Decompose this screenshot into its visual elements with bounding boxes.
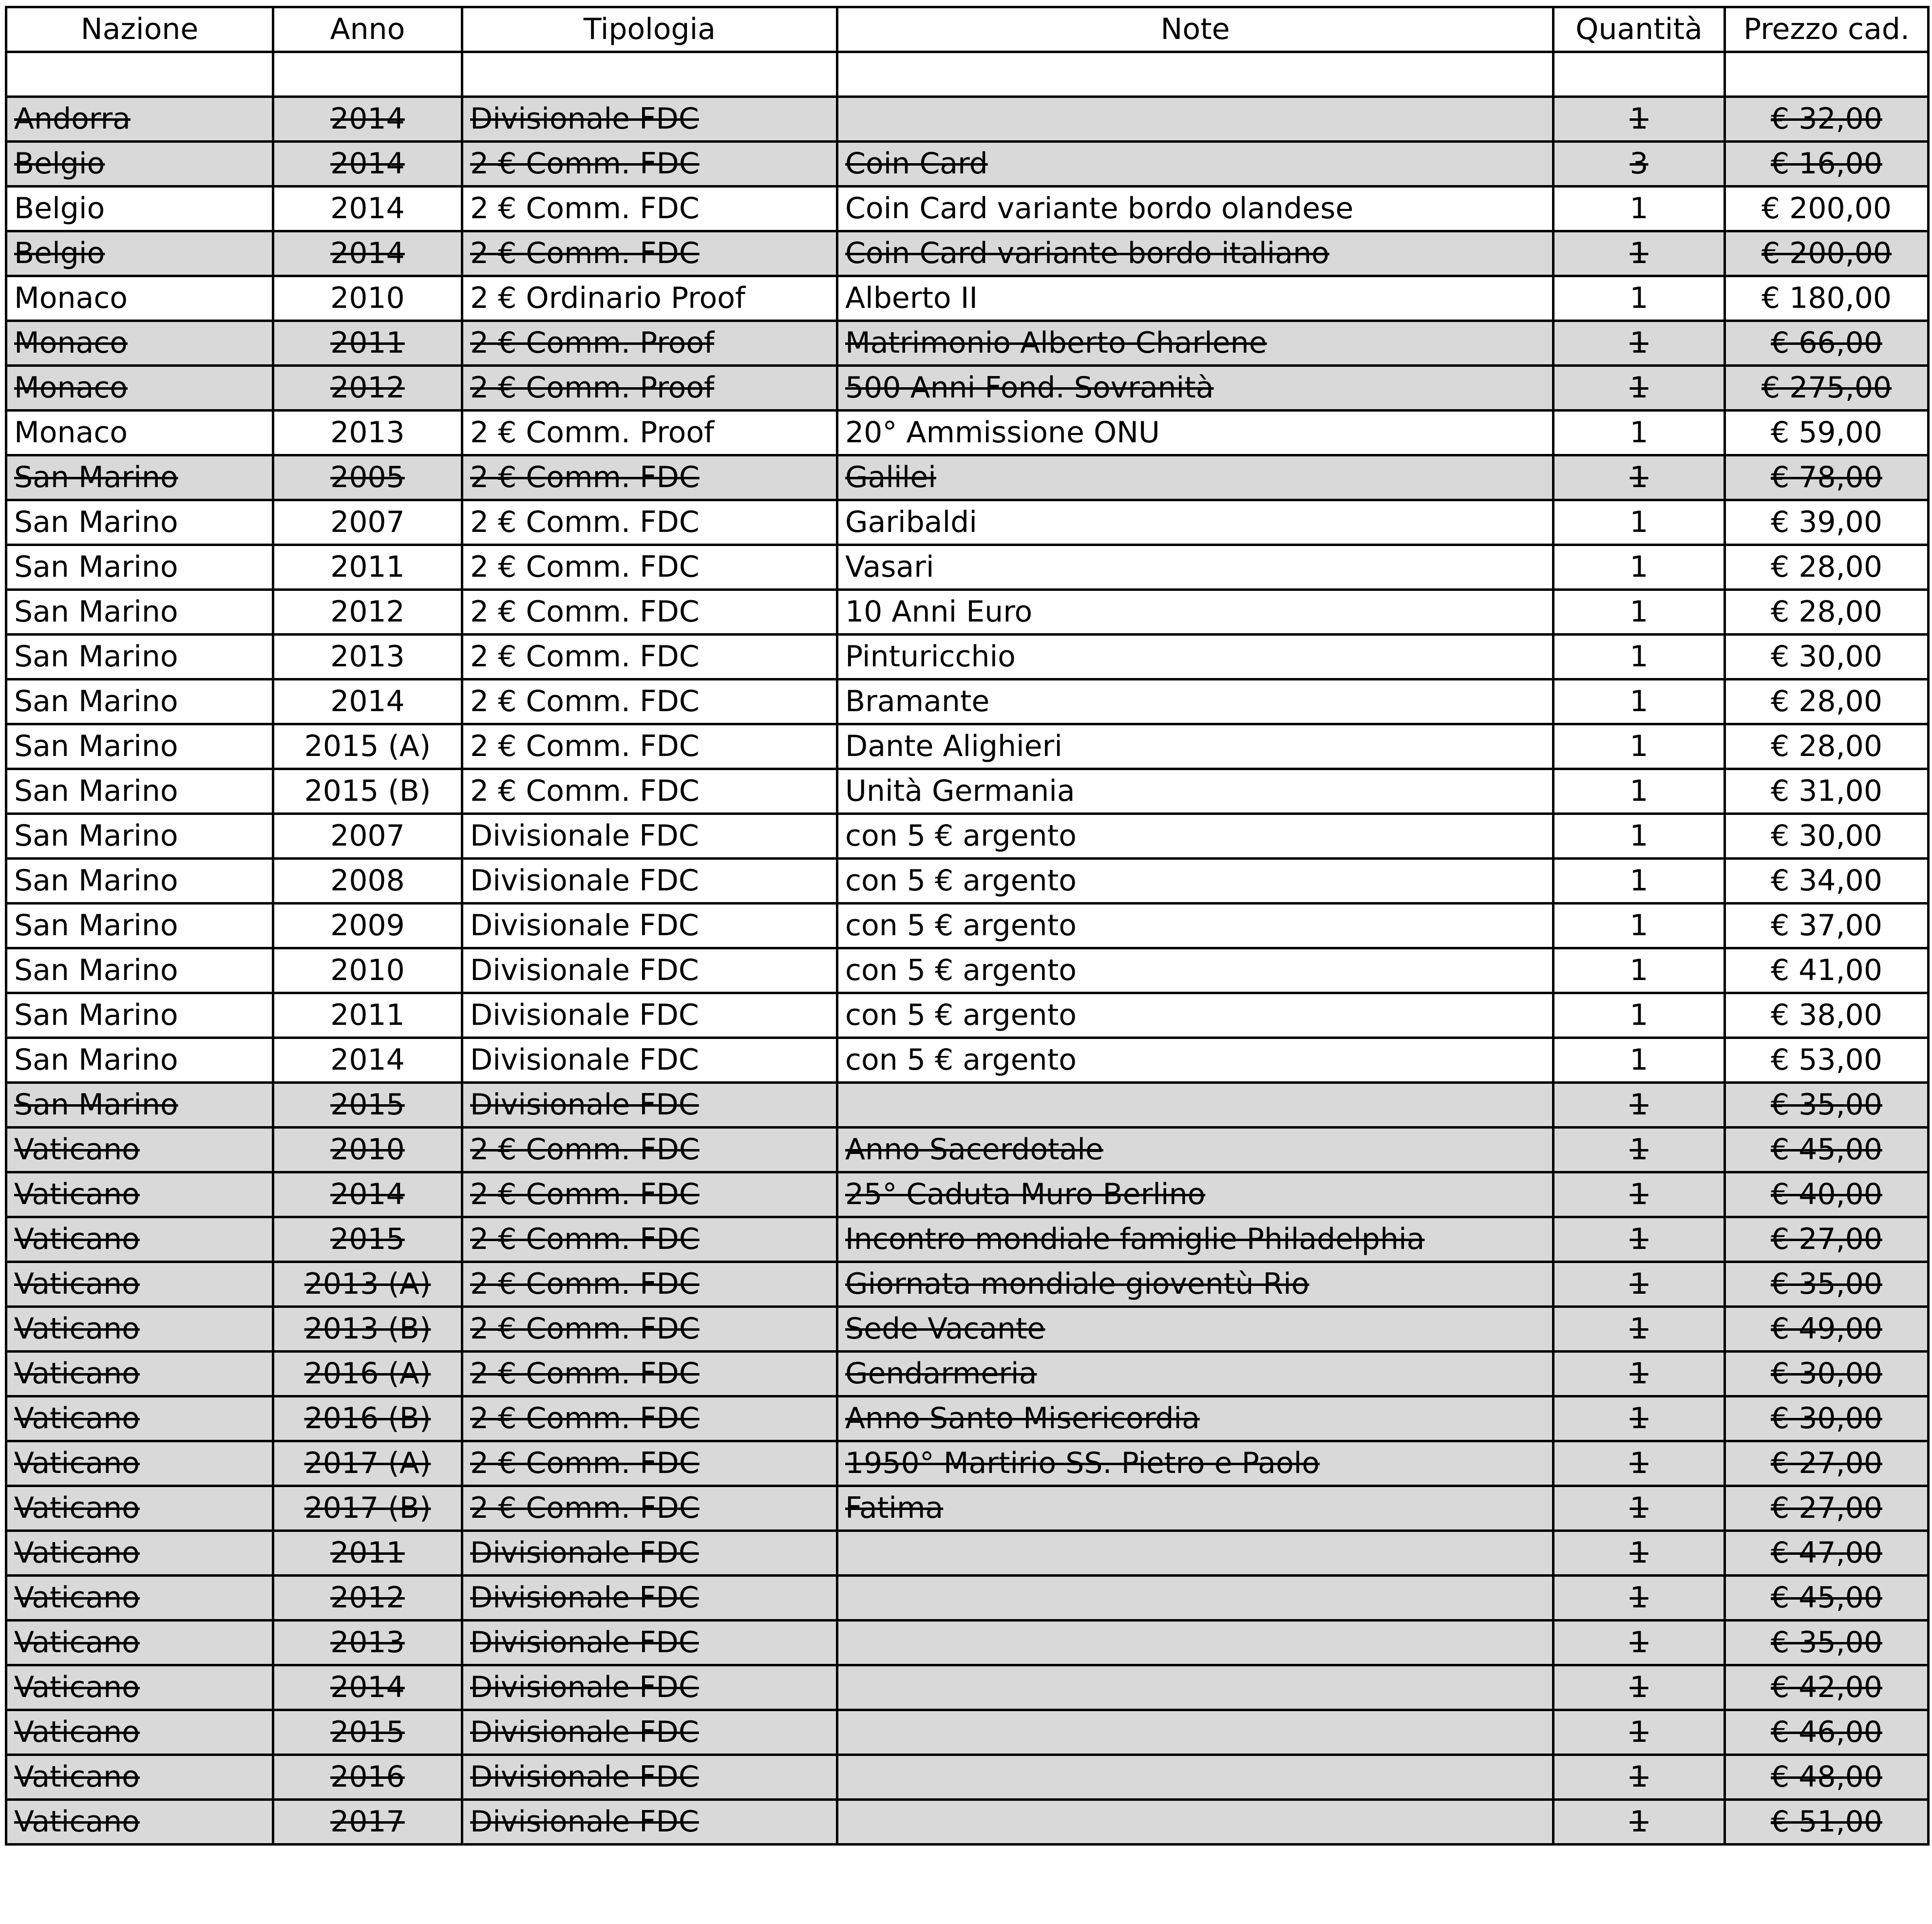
cell-anno[interactable]: 2015 (A) bbox=[273, 724, 462, 769]
header-row bbox=[6, 7, 1929, 52]
table-row bbox=[6, 545, 1929, 590]
cell-quantita[interactable]: 1 bbox=[1553, 1352, 1725, 1396]
cell-note[interactable]: 500 Anni Fond. Sovranità bbox=[837, 366, 1553, 411]
cell-anno[interactable]: 2015 bbox=[273, 1710, 462, 1755]
cell-prezzo[interactable]: € 28,00 bbox=[1725, 724, 1929, 769]
cell-tipologia[interactable]: 2 € Comm. FDC bbox=[462, 187, 837, 231]
cell-quantita[interactable]: 1 bbox=[1553, 679, 1725, 724]
cell-quantita[interactable]: 3 bbox=[1553, 142, 1725, 187]
cell-prezzo[interactable]: € 78,00 bbox=[1725, 455, 1929, 500]
cell-nazione[interactable]: San Marino bbox=[6, 769, 273, 814]
cell-tipologia[interactable]: 2 € Comm. FDC bbox=[462, 545, 837, 590]
cell-note[interactable] bbox=[837, 1576, 1553, 1621]
cell-quantita[interactable]: 1 bbox=[1553, 1038, 1725, 1083]
cell-prezzo[interactable]: € 41,00 bbox=[1725, 948, 1929, 993]
cell-tipologia[interactable]: 2 € Comm. FDC bbox=[462, 590, 837, 635]
cell-quantita[interactable]: 1 bbox=[1553, 1576, 1725, 1621]
cell-nazione[interactable]: Vaticano bbox=[6, 1217, 273, 1262]
cell-tipologia[interactable]: 2 € Comm. FDC bbox=[462, 679, 837, 724]
table-body bbox=[6, 52, 1929, 1845]
cell-note[interactable]: Coin Card bbox=[837, 142, 1553, 187]
cell-anno[interactable]: 2013 bbox=[273, 1621, 462, 1665]
cell-prezzo[interactable]: € 30,00 bbox=[1725, 1396, 1929, 1441]
cell-nazione[interactable]: Vaticano bbox=[6, 1486, 273, 1531]
table-row bbox=[6, 859, 1929, 904]
cell-anno[interactable]: 2016 bbox=[273, 1755, 462, 1800]
table-row bbox=[6, 276, 1929, 321]
cell-quantita[interactable]: 1 bbox=[1553, 859, 1725, 904]
cell-note[interactable]: Bramante bbox=[837, 679, 1553, 724]
cell-anno[interactable]: 2010 bbox=[273, 1128, 462, 1172]
cell-note[interactable]: Fatima bbox=[837, 1486, 1553, 1531]
cell-nazione[interactable]: Vaticano bbox=[6, 1710, 273, 1755]
cell-note[interactable] bbox=[837, 1665, 1553, 1710]
table-row-sold bbox=[6, 1486, 1929, 1531]
cell-nazione[interactable]: San Marino bbox=[6, 679, 273, 724]
cell-anno[interactable]: 2011 bbox=[273, 1531, 462, 1576]
cell-prezzo[interactable]: € 45,00 bbox=[1725, 1576, 1929, 1621]
table-row-sold bbox=[6, 455, 1929, 500]
cell-tipologia[interactable]: 2 € Comm. Proof bbox=[462, 411, 837, 455]
cell-anno[interactable]: 2015 bbox=[273, 1083, 462, 1128]
cell-tipologia[interactable]: Divisionale FDC bbox=[462, 948, 837, 993]
table-row bbox=[6, 724, 1929, 769]
cell-quantita[interactable]: 1 bbox=[1553, 187, 1725, 231]
cell-prezzo[interactable]: € 39,00 bbox=[1725, 500, 1929, 545]
cell-note[interactable]: Pinturicchio bbox=[837, 635, 1553, 679]
cell-note[interactable] bbox=[837, 1621, 1553, 1665]
cell-nazione[interactable]: Vaticano bbox=[6, 1262, 273, 1307]
cell-note[interactable]: Coin Card variante bordo olandese bbox=[837, 187, 1553, 231]
cell-anno[interactable]: 2011 bbox=[273, 545, 462, 590]
cell-nazione[interactable]: Vaticano bbox=[6, 1531, 273, 1576]
cell-prezzo[interactable]: € 53,00 bbox=[1725, 1038, 1929, 1083]
cell-anno[interactable]: 2012 bbox=[273, 590, 462, 635]
cell-nazione[interactable] bbox=[6, 52, 273, 97]
cell-note[interactable]: Dante Alighieri bbox=[837, 724, 1553, 769]
cell-prezzo[interactable]: € 51,00 bbox=[1725, 1800, 1929, 1845]
cell-anno[interactable]: 2014 bbox=[273, 187, 462, 231]
cell-anno[interactable]: 2012 bbox=[273, 366, 462, 411]
cell-anno[interactable]: 2016 (A) bbox=[273, 1352, 462, 1396]
cell-nazione[interactable]: Monaco bbox=[6, 411, 273, 455]
cell-quantita[interactable]: 1 bbox=[1553, 948, 1725, 993]
table-row-sold bbox=[6, 1396, 1929, 1441]
cell-nazione[interactable]: Vaticano bbox=[6, 1665, 273, 1710]
cell-nazione[interactable]: San Marino bbox=[6, 724, 273, 769]
cell-nazione[interactable]: San Marino bbox=[6, 814, 273, 859]
cell-tipologia[interactable]: Divisionale FDC bbox=[462, 1665, 837, 1710]
cell-anno[interactable]: 2014 bbox=[273, 1038, 462, 1083]
cell-note[interactable]: Incontro mondiale famiglie Philadelphia bbox=[837, 1217, 1553, 1262]
cell-note[interactable] bbox=[837, 1710, 1553, 1755]
cell-prezzo[interactable]: € 40,00 bbox=[1725, 1172, 1929, 1217]
cell-note[interactable]: con 5 € argento bbox=[837, 948, 1553, 993]
cell-nazione[interactable]: Monaco bbox=[6, 321, 273, 366]
table-row bbox=[6, 814, 1929, 859]
table-row bbox=[6, 948, 1929, 993]
cell-prezzo[interactable]: € 34,00 bbox=[1725, 859, 1929, 904]
cell-nazione[interactable]: Vaticano bbox=[6, 1621, 273, 1665]
cell-tipologia[interactable]: Divisionale FDC bbox=[462, 1621, 837, 1665]
cell-quantita[interactable] bbox=[1553, 52, 1725, 97]
cell-tipologia[interactable]: Divisionale FDC bbox=[462, 993, 837, 1038]
cell-note[interactable]: Unità Germania bbox=[837, 769, 1553, 814]
cell-tipologia[interactable]: Divisionale FDC bbox=[462, 814, 837, 859]
table-row-sold bbox=[6, 142, 1929, 187]
cell-quantita[interactable]: 1 bbox=[1553, 276, 1725, 321]
cell-note[interactable]: Galilei bbox=[837, 455, 1553, 500]
cell-quantita[interactable]: 1 bbox=[1553, 1755, 1725, 1800]
cell-prezzo[interactable]: € 28,00 bbox=[1725, 590, 1929, 635]
cell-anno[interactable]: 2015 (B) bbox=[273, 769, 462, 814]
cell-note[interactable]: Sede Vacante bbox=[837, 1307, 1553, 1352]
cell-prezzo[interactable]: € 49,00 bbox=[1725, 1307, 1929, 1352]
cell-quantita[interactable]: 1 bbox=[1553, 993, 1725, 1038]
cell-note[interactable] bbox=[837, 52, 1553, 97]
cell-nazione[interactable]: Vaticano bbox=[6, 1128, 273, 1172]
table-row-sold bbox=[6, 1621, 1929, 1665]
cell-quantita[interactable]: 1 bbox=[1553, 814, 1725, 859]
cell-note[interactable]: con 5 € argento bbox=[837, 1038, 1553, 1083]
cell-note[interactable]: Matrimonio Alberto Charlene bbox=[837, 321, 1553, 366]
table-row-sold bbox=[6, 1128, 1929, 1172]
cell-prezzo[interactable]: € 32,00 bbox=[1725, 97, 1929, 142]
cell-quantita[interactable]: 1 bbox=[1553, 1621, 1725, 1665]
header-note[interactable]: Note bbox=[837, 7, 1553, 52]
header-anno[interactable]: Anno bbox=[273, 7, 462, 52]
cell-anno[interactable]: 2010 bbox=[273, 948, 462, 993]
cell-anno[interactable]: 2014 bbox=[273, 142, 462, 187]
header-prezzo[interactable]: Prezzo cad. bbox=[1725, 7, 1929, 52]
cell-anno[interactable]: 2013 (A) bbox=[273, 1262, 462, 1307]
cell-quantita[interactable]: 1 bbox=[1553, 231, 1725, 276]
cell-nazione[interactable]: Belgio bbox=[6, 142, 273, 187]
cell-anno[interactable]: 2014 bbox=[273, 679, 462, 724]
table-row-sold bbox=[6, 1217, 1929, 1262]
cell-prezzo[interactable]: € 48,00 bbox=[1725, 1755, 1929, 1800]
cell-nazione[interactable]: San Marino bbox=[6, 635, 273, 679]
cell-quantita[interactable]: 1 bbox=[1553, 366, 1725, 411]
cell-anno[interactable]: 2017 bbox=[273, 1800, 462, 1845]
cell-tipologia[interactable]: 2 € Comm. Proof bbox=[462, 366, 837, 411]
table-row bbox=[6, 590, 1929, 635]
cell-note[interactable] bbox=[837, 1083, 1553, 1128]
cell-tipologia[interactable]: Divisionale FDC bbox=[462, 1800, 837, 1845]
cell-anno[interactable]: 2014 bbox=[273, 1172, 462, 1217]
cell-tipologia[interactable]: 2 € Comm. Proof bbox=[462, 321, 837, 366]
table-row bbox=[6, 904, 1929, 948]
cell-nazione[interactable]: San Marino bbox=[6, 993, 273, 1038]
cell-note[interactable]: Gendarmeria bbox=[837, 1352, 1553, 1396]
cell-prezzo[interactable]: € 35,00 bbox=[1725, 1083, 1929, 1128]
cell-note[interactable]: con 5 € argento bbox=[837, 904, 1553, 948]
cell-quantita[interactable]: 1 bbox=[1553, 635, 1725, 679]
cell-anno[interactable]: 2016 (B) bbox=[273, 1396, 462, 1441]
cell-nazione[interactable]: Vaticano bbox=[6, 1800, 273, 1845]
cell-tipologia[interactable]: 2 € Comm. FDC bbox=[462, 500, 837, 545]
cell-prezzo[interactable]: € 45,00 bbox=[1725, 1128, 1929, 1172]
cell-nazione[interactable]: Vaticano bbox=[6, 1441, 273, 1486]
cell-quantita[interactable]: 1 bbox=[1553, 1172, 1725, 1217]
table-row-sold bbox=[6, 1800, 1929, 1845]
cell-tipologia[interactable]: 2 € Comm. FDC bbox=[462, 635, 837, 679]
cell-tipologia[interactable]: 2 € Comm. FDC bbox=[462, 142, 837, 187]
table-row bbox=[6, 500, 1929, 545]
cell-nazione[interactable]: Vaticano bbox=[6, 1396, 273, 1441]
cell-anno[interactable]: 2005 bbox=[273, 455, 462, 500]
table-row bbox=[6, 993, 1929, 1038]
cell-tipologia[interactable]: Divisionale FDC bbox=[462, 1576, 837, 1621]
cell-tipologia[interactable]: 2 € Comm. FDC bbox=[462, 455, 837, 500]
cell-note[interactable]: 1950° Martirio SS. Pietro e Paolo bbox=[837, 1441, 1553, 1486]
cell-nazione[interactable]: Vaticano bbox=[6, 1352, 273, 1396]
cell-prezzo[interactable]: € 37,00 bbox=[1725, 904, 1929, 948]
cell-nazione[interactable]: Vaticano bbox=[6, 1755, 273, 1800]
cell-nazione[interactable]: San Marino bbox=[6, 948, 273, 993]
cell-tipologia[interactable]: 2 € Comm. FDC bbox=[462, 1307, 837, 1352]
cell-quantita[interactable]: 1 bbox=[1553, 500, 1725, 545]
cell-nazione[interactable]: Vaticano bbox=[6, 1172, 273, 1217]
cell-tipologia[interactable]: 2 € Comm. FDC bbox=[462, 724, 837, 769]
cell-prezzo[interactable]: € 30,00 bbox=[1725, 1352, 1929, 1396]
cell-prezzo[interactable]: € 200,00 bbox=[1725, 231, 1929, 276]
cell-prezzo[interactable]: € 59,00 bbox=[1725, 411, 1929, 455]
cell-quantita[interactable]: 1 bbox=[1553, 1486, 1725, 1531]
cell-quantita[interactable]: 1 bbox=[1553, 1396, 1725, 1441]
cell-quantita[interactable]: 1 bbox=[1553, 1710, 1725, 1755]
cell-nazione[interactable]: San Marino bbox=[6, 1083, 273, 1128]
cell-nazione[interactable]: San Marino bbox=[6, 1038, 273, 1083]
table-row-sold bbox=[6, 1710, 1929, 1755]
cell-tipologia[interactable]: Divisionale FDC bbox=[462, 1710, 837, 1755]
cell-tipologia[interactable]: Divisionale FDC bbox=[462, 859, 837, 904]
cell-nazione[interactable]: San Marino bbox=[6, 590, 273, 635]
cell-anno[interactable]: 2017 (B) bbox=[273, 1486, 462, 1531]
cell-prezzo[interactable]: € 27,00 bbox=[1725, 1486, 1929, 1531]
cell-nazione[interactable]: Monaco bbox=[6, 276, 273, 321]
cell-note[interactable]: Anno Sacerdotale bbox=[837, 1128, 1553, 1172]
cell-tipologia[interactable]: 2 € Comm. FDC bbox=[462, 1262, 837, 1307]
cell-nazione[interactable]: San Marino bbox=[6, 545, 273, 590]
table-row-sold bbox=[6, 1576, 1929, 1621]
cell-prezzo[interactable]: € 42,00 bbox=[1725, 1665, 1929, 1710]
cell-prezzo[interactable]: € 16,00 bbox=[1725, 142, 1929, 187]
table-row-sold bbox=[6, 97, 1929, 142]
cell-anno[interactable]: 2014 bbox=[273, 231, 462, 276]
cell-nazione[interactable]: San Marino bbox=[6, 904, 273, 948]
cell-anno[interactable]: 2013 bbox=[273, 635, 462, 679]
cell-prezzo[interactable]: € 200,00 bbox=[1725, 187, 1929, 231]
cell-nazione[interactable]: Belgio bbox=[6, 231, 273, 276]
cell-note[interactable]: con 5 € argento bbox=[837, 993, 1553, 1038]
cell-note[interactable]: Coin Card variante bordo italiano bbox=[837, 231, 1553, 276]
cell-quantita[interactable]: 1 bbox=[1553, 1083, 1725, 1128]
cell-nazione[interactable]: San Marino bbox=[6, 859, 273, 904]
cell-quantita[interactable]: 1 bbox=[1553, 590, 1725, 635]
cell-tipologia[interactable]: 2 € Comm. FDC bbox=[462, 1128, 837, 1172]
cell-anno[interactable]: 2015 bbox=[273, 1217, 462, 1262]
header-quantita[interactable]: Quantità bbox=[1553, 7, 1725, 52]
cell-quantita[interactable]: 1 bbox=[1553, 1441, 1725, 1486]
table-row bbox=[6, 1038, 1929, 1083]
cell-tipologia[interactable]: Divisionale FDC bbox=[462, 1531, 837, 1576]
table-row bbox=[6, 769, 1929, 814]
cell-tipologia[interactable]: 2 € Comm. FDC bbox=[462, 1352, 837, 1396]
cell-prezzo[interactable]: € 28,00 bbox=[1725, 545, 1929, 590]
cell-prezzo[interactable]: € 46,00 bbox=[1725, 1710, 1929, 1755]
table-row-sold bbox=[6, 1755, 1929, 1800]
cell-quantita[interactable]: 1 bbox=[1553, 1128, 1725, 1172]
cell-note[interactable] bbox=[837, 1531, 1553, 1576]
cell-quantita[interactable]: 1 bbox=[1553, 1217, 1725, 1262]
cell-quantita[interactable]: 1 bbox=[1553, 97, 1725, 142]
cell-anno[interactable]: 2012 bbox=[273, 1576, 462, 1621]
cell-tipologia[interactable]: 2 € Comm. FDC bbox=[462, 1217, 837, 1262]
cell-note[interactable] bbox=[837, 97, 1553, 142]
cell-nazione[interactable]: Vaticano bbox=[6, 1307, 273, 1352]
cell-quantita[interactable]: 1 bbox=[1553, 1665, 1725, 1710]
cell-quantita[interactable]: 1 bbox=[1553, 455, 1725, 500]
cell-tipologia[interactable]: 2 € Comm. FDC bbox=[462, 769, 837, 814]
table-row-sold bbox=[6, 231, 1929, 276]
cell-prezzo[interactable]: € 31,00 bbox=[1725, 769, 1929, 814]
cell-tipologia[interactable]: 2 € Comm. FDC bbox=[462, 1441, 837, 1486]
cell-prezzo[interactable]: € 27,00 bbox=[1725, 1441, 1929, 1486]
cell-quantita[interactable]: 1 bbox=[1553, 904, 1725, 948]
cell-quantita[interactable]: 1 bbox=[1553, 769, 1725, 814]
cell-anno[interactable]: 2011 bbox=[273, 993, 462, 1038]
cell-tipologia[interactable]: 2 € Comm. FDC bbox=[462, 1172, 837, 1217]
cell-tipologia[interactable]: Divisionale FDC bbox=[462, 904, 837, 948]
table-row bbox=[6, 635, 1929, 679]
cell-tipologia[interactable]: 2 € Ordinario Proof bbox=[462, 276, 837, 321]
table-row-sold bbox=[6, 1307, 1929, 1352]
cell-nazione[interactable]: Belgio bbox=[6, 187, 273, 231]
cell-prezzo[interactable] bbox=[1725, 52, 1929, 97]
cell-tipologia[interactable]: Divisionale FDC bbox=[462, 1038, 837, 1083]
cell-prezzo[interactable]: € 66,00 bbox=[1725, 321, 1929, 366]
cell-nazione[interactable]: Monaco bbox=[6, 366, 273, 411]
cell-prezzo[interactable]: € 30,00 bbox=[1725, 814, 1929, 859]
cell-quantita[interactable]: 1 bbox=[1553, 1800, 1725, 1845]
cell-tipologia[interactable]: 2 € Comm. FDC bbox=[462, 1396, 837, 1441]
cell-quantita[interactable]: 1 bbox=[1553, 1531, 1725, 1576]
table-row bbox=[6, 187, 1929, 231]
cell-prezzo[interactable]: € 47,00 bbox=[1725, 1531, 1929, 1576]
cell-quantita[interactable]: 1 bbox=[1553, 1307, 1725, 1352]
cell-anno[interactable]: 2013 (B) bbox=[273, 1307, 462, 1352]
cell-prezzo[interactable]: € 35,00 bbox=[1725, 1621, 1929, 1665]
cell-anno[interactable]: 2007 bbox=[273, 500, 462, 545]
cell-prezzo[interactable]: € 38,00 bbox=[1725, 993, 1929, 1038]
cell-anno[interactable]: 2007 bbox=[273, 814, 462, 859]
cell-quantita[interactable]: 1 bbox=[1553, 545, 1725, 590]
cell-quantita[interactable]: 1 bbox=[1553, 411, 1725, 455]
table-row-sold bbox=[6, 1172, 1929, 1217]
table-row-sold bbox=[6, 1441, 1929, 1486]
cell-note[interactable]: Giornata mondiale gioventù Rio bbox=[837, 1262, 1553, 1307]
cell-prezzo[interactable]: € 275,00 bbox=[1725, 366, 1929, 411]
cell-prezzo[interactable]: € 28,00 bbox=[1725, 679, 1929, 724]
cell-anno[interactable]: 2014 bbox=[273, 97, 462, 142]
cell-note[interactable] bbox=[837, 1800, 1553, 1845]
cell-note[interactable]: 25° Caduta Muro Berlino bbox=[837, 1172, 1553, 1217]
cell-note[interactable]: Anno Santo Misericordia bbox=[837, 1396, 1553, 1441]
cell-note[interactable] bbox=[837, 1755, 1553, 1800]
table-row-sold bbox=[6, 366, 1929, 411]
cell-nazione[interactable]: San Marino bbox=[6, 455, 273, 500]
cell-prezzo[interactable]: € 30,00 bbox=[1725, 635, 1929, 679]
table-row-sold bbox=[6, 1531, 1929, 1576]
header-nazione[interactable]: Nazione bbox=[6, 7, 273, 52]
cell-tipologia[interactable]: Divisionale FDC bbox=[462, 97, 837, 142]
cell-prezzo[interactable]: € 35,00 bbox=[1725, 1262, 1929, 1307]
cell-note[interactable]: 10 Anni Euro bbox=[837, 590, 1553, 635]
cell-tipologia[interactable] bbox=[462, 52, 837, 97]
table-row-sold bbox=[6, 1262, 1929, 1307]
table-row-sold bbox=[6, 1665, 1929, 1710]
cell-anno[interactable]: 2011 bbox=[273, 321, 462, 366]
table-row bbox=[6, 411, 1929, 455]
cell-anno[interactable]: 2014 bbox=[273, 1665, 462, 1710]
cell-anno[interactable]: 2008 bbox=[273, 859, 462, 904]
cell-tipologia[interactable]: 2 € Comm. FDC bbox=[462, 231, 837, 276]
cell-anno[interactable]: 2010 bbox=[273, 276, 462, 321]
cell-prezzo[interactable]: € 180,00 bbox=[1725, 276, 1929, 321]
coin-price-table bbox=[5, 6, 1930, 1846]
table-row-sold bbox=[6, 1083, 1929, 1128]
cell-tipologia[interactable]: Divisionale FDC bbox=[462, 1755, 837, 1800]
cell-note[interactable]: 20° Ammissione ONU bbox=[837, 411, 1553, 455]
cell-nazione[interactable]: Andorra bbox=[6, 97, 273, 142]
cell-anno[interactable]: 2009 bbox=[273, 904, 462, 948]
table-row bbox=[6, 52, 1929, 97]
cell-nazione[interactable]: San Marino bbox=[6, 500, 273, 545]
cell-tipologia[interactable]: Divisionale FDC bbox=[462, 1083, 837, 1128]
cell-quantita[interactable]: 1 bbox=[1553, 321, 1725, 366]
cell-note[interactable]: Alberto II bbox=[837, 276, 1553, 321]
cell-prezzo[interactable]: € 27,00 bbox=[1725, 1217, 1929, 1262]
cell-nazione[interactable]: Vaticano bbox=[6, 1576, 273, 1621]
cell-note[interactable]: Vasari bbox=[837, 545, 1553, 590]
table-row-sold bbox=[6, 1352, 1929, 1396]
table-row bbox=[6, 679, 1929, 724]
cell-quantita[interactable]: 1 bbox=[1553, 1262, 1725, 1307]
header-tipologia[interactable]: Tipologia bbox=[462, 7, 837, 52]
cell-note[interactable]: con 5 € argento bbox=[837, 814, 1553, 859]
cell-note[interactable]: Garibaldi bbox=[837, 500, 1553, 545]
table-row-sold bbox=[6, 321, 1929, 366]
cell-anno[interactable] bbox=[273, 52, 462, 97]
cell-note[interactable]: con 5 € argento bbox=[837, 859, 1553, 904]
cell-anno[interactable]: 2017 (A) bbox=[273, 1441, 462, 1486]
cell-tipologia[interactable]: 2 € Comm. FDC bbox=[462, 1486, 837, 1531]
cell-quantita[interactable]: 1 bbox=[1553, 724, 1725, 769]
cell-anno[interactable]: 2013 bbox=[273, 411, 462, 455]
